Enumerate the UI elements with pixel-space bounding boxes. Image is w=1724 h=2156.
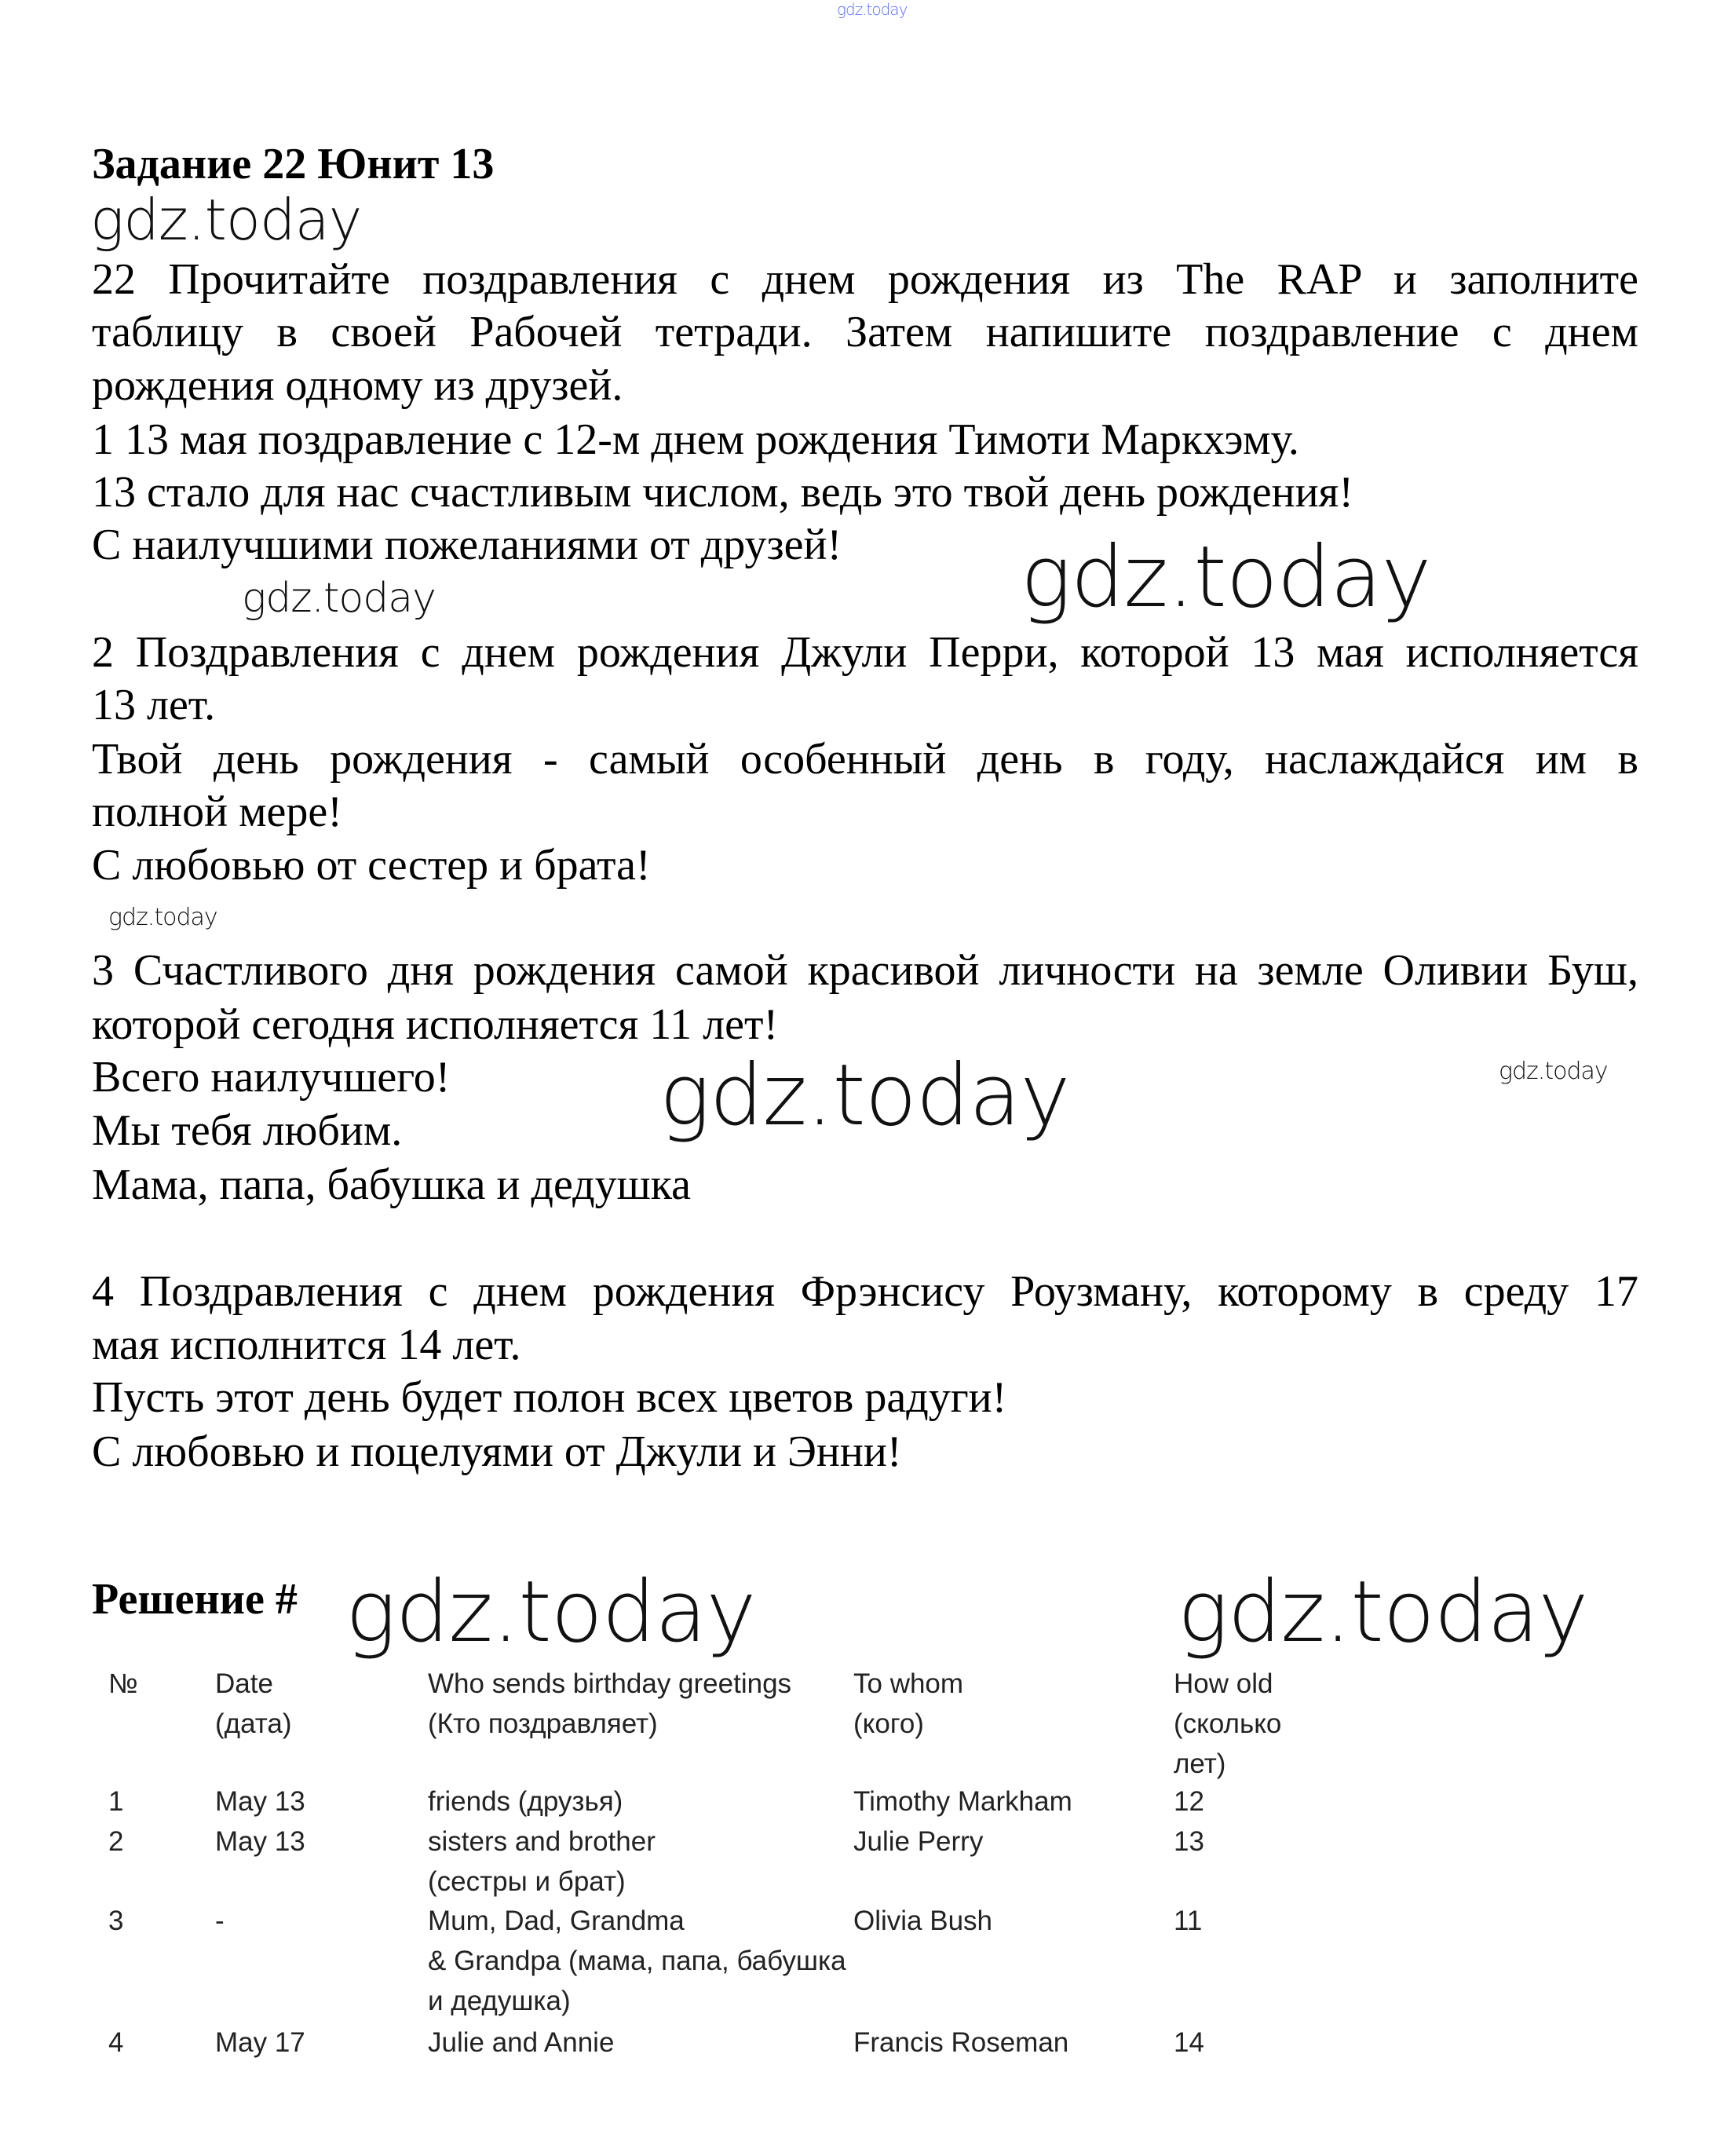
watermark: gdz.today — [1499, 1058, 1608, 1085]
greeting-line: которой сегодня исполняется 11 лет! — [92, 1000, 779, 1049]
cell-number: 4 — [108, 2027, 124, 2058]
greeting-line: 13 стало для нас счастливым числом, ведь это твой день рождения! — [92, 468, 1353, 517]
watermark: gdz.today — [837, 0, 908, 19]
task-line: таблицу в своей Рабочей тетради. Затем напишите поздравление с днем — [92, 308, 1638, 356]
solution-heading: Решение # — [92, 1575, 298, 1624]
greeting-line: С наилучшими пожеланиями от друзей! — [92, 521, 842, 569]
greeting-line: С любовью от сестер и брата! — [92, 841, 651, 890]
cell-who: friends (друзья) — [428, 1786, 623, 1817]
cell-how-old: 14 — [1174, 2027, 1204, 2058]
watermark: gdz.today — [108, 904, 217, 931]
greeting-line: мая исполнится 14 лет. — [92, 1321, 521, 1369]
header-number: № — [108, 1668, 138, 1699]
cell-to-whom: Timothy Markham — [853, 1786, 1072, 1817]
greeting-line: Мама, папа, бабушка и дедушка — [92, 1160, 691, 1209]
greeting-line: С любовью и поцелуями от Джули и Энни! — [92, 1427, 902, 1476]
cell-who: Mum, Dad, Grandma & Grandpa (мама, папа, бабушка и дедушка) — [428, 1906, 846, 2016]
cell-date: May 13 — [215, 1786, 305, 1817]
cell-date: May 17 — [215, 2027, 305, 2058]
cell-how-old: 11 — [1174, 1906, 1203, 1936]
watermark: gdz.today — [659, 1047, 1070, 1145]
greeting-line: Всего наилучшего! — [92, 1053, 451, 1102]
watermark: gdz.today — [1021, 528, 1431, 627]
cell-how-old: 12 — [1174, 1786, 1204, 1817]
cell-to-whom: Julie Perry — [853, 1826, 984, 1857]
greeting-line: Твой день рождения - самый особенный день в году, наслаждайся им в — [92, 735, 1638, 784]
cell-number: 3 — [108, 1906, 124, 1936]
watermark: gdz.today — [1178, 1563, 1588, 1661]
header-to-whom: To whom (кого) — [853, 1668, 964, 1739]
cell-number: 2 — [108, 1826, 124, 1857]
header-who: Who sends birthday greetings (Кто поздравляет) — [428, 1668, 792, 1739]
cell-how-old: 13 — [1174, 1826, 1204, 1857]
cell-to-whom: Francis Roseman — [853, 2027, 1069, 2058]
greeting-line: полной мере! — [92, 787, 342, 836]
cell-who: sisters and brother (сестры и брат) — [428, 1826, 656, 1897]
watermark: gdz.today — [345, 1563, 756, 1661]
greeting-line: Мы тебя любим. — [92, 1106, 403, 1155]
task-line: рождения одному из друзей. — [92, 361, 623, 410]
cell-date: May 13 — [215, 1826, 305, 1857]
watermark: gdz.today — [90, 187, 362, 253]
task-line: 22 Прочитайте поздравления с днем рождения из The RAP и заполните — [92, 255, 1638, 304]
greeting-line: Пусть этот день будет полон всех цветов радуги! — [92, 1373, 1007, 1422]
page-title: Задание 22 Юнит 13 — [92, 140, 495, 188]
greeting-line: 1 13 мая поздравление с 12-м днем рождения Тимоти Маркхэму. — [92, 415, 1299, 464]
greeting-line: 2 Поздравления с днем рождения Джули Перри, которой 13 мая исполняется — [92, 628, 1638, 677]
cell-number: 1 — [108, 1786, 124, 1817]
greeting-line: 3 Счастливого дня рождения самой красивой личности на земле Оливии Буш, — [92, 946, 1638, 995]
header-date: Date (дата) — [215, 1668, 292, 1739]
greeting-line: 4 Поздравления с днем рождения Фрэнсису Роузману, которому в среду 17 — [92, 1267, 1638, 1316]
greeting-line: 13 лет. — [92, 681, 216, 729]
cell-date: - — [215, 1906, 225, 1936]
cell-who: Julie and Annie — [428, 2027, 615, 2058]
watermark: gdz.today — [242, 575, 436, 622]
cell-to-whom: Olivia Bush — [853, 1906, 993, 1936]
header-how-old: How old (сколько лет) — [1174, 1668, 1282, 1779]
